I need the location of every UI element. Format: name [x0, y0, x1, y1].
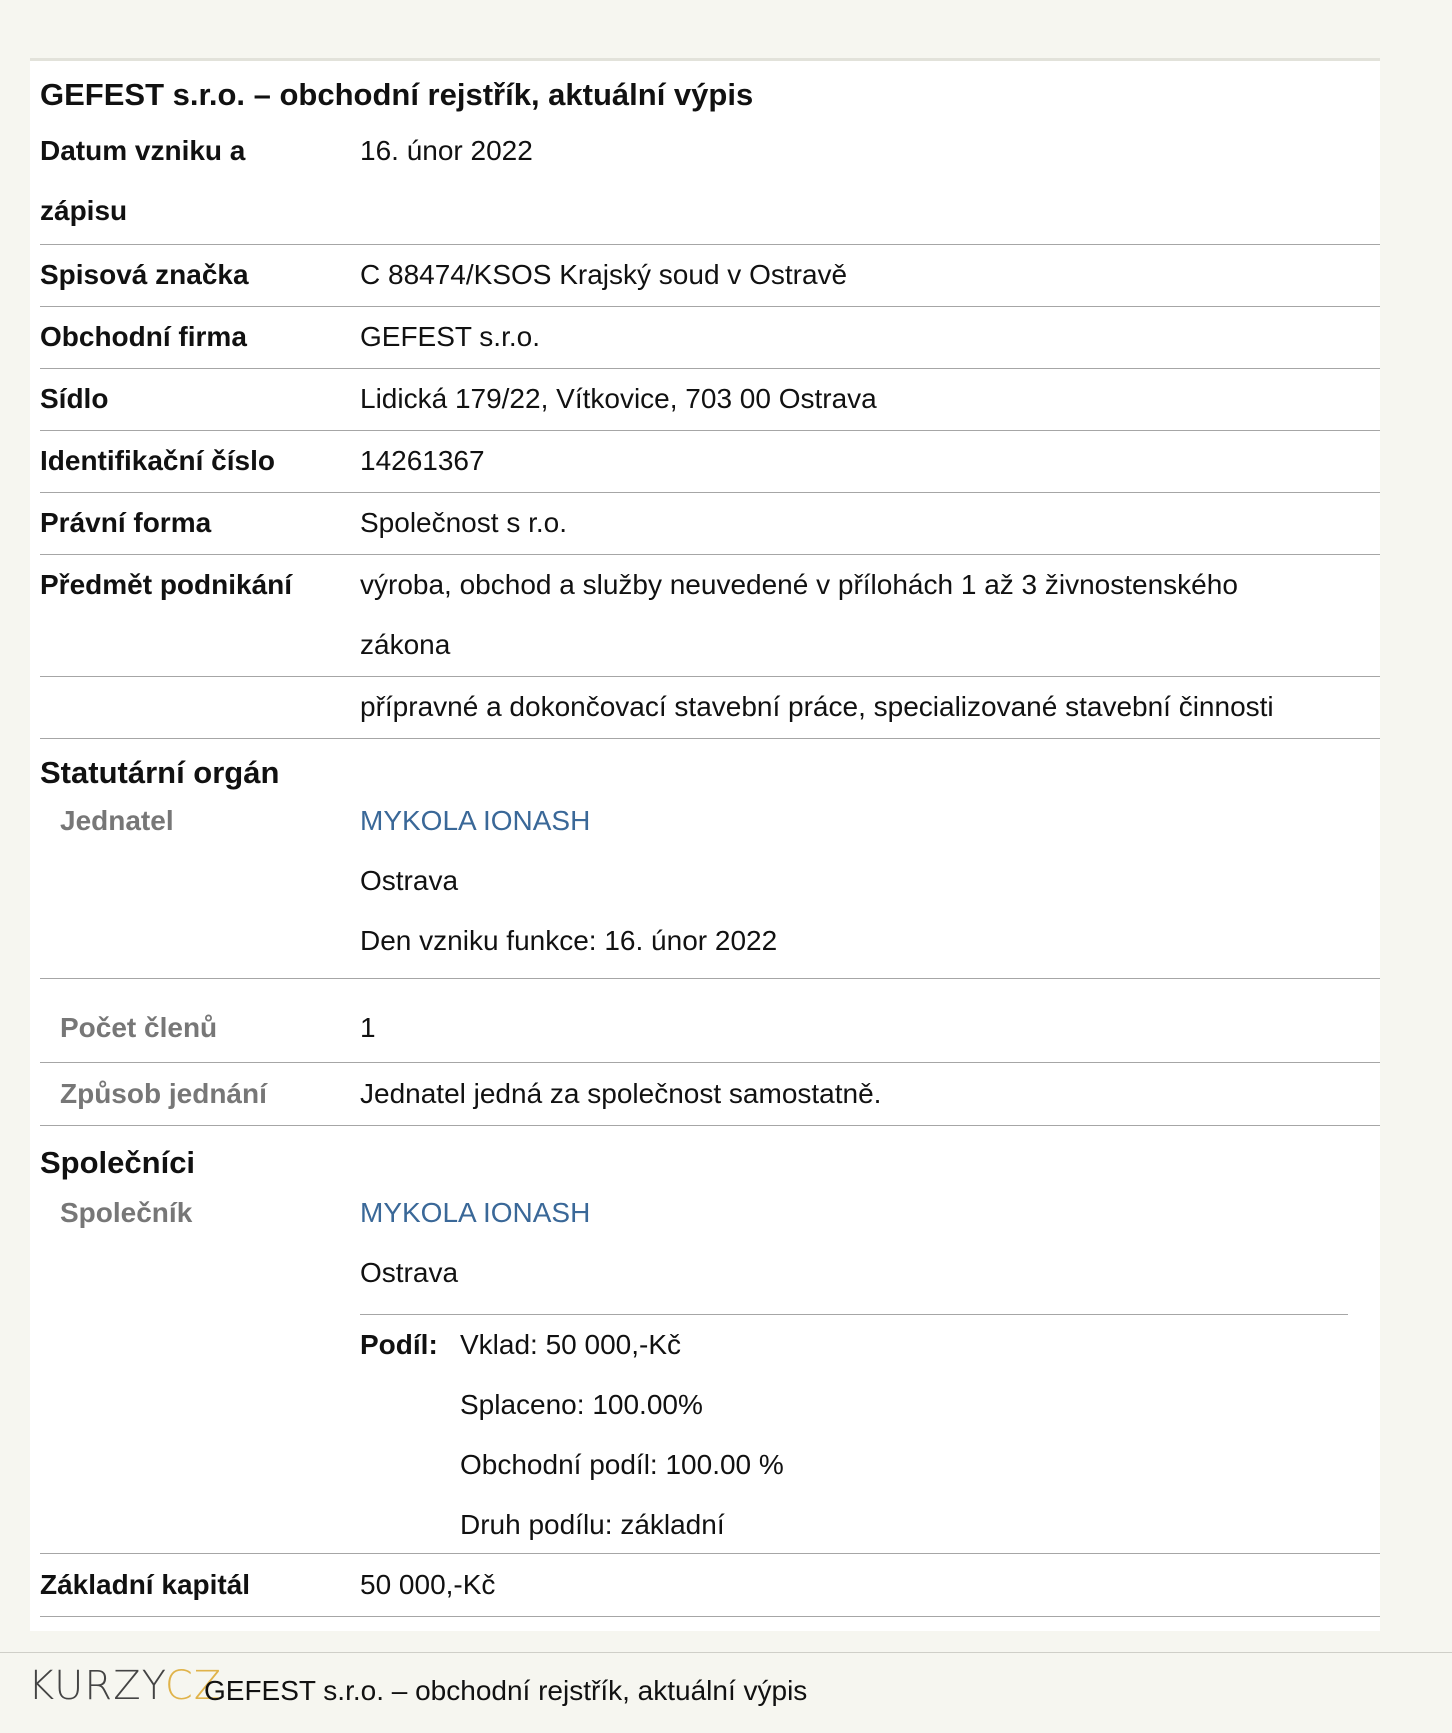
podil-label: Podíl:	[360, 1329, 438, 1360]
kurzy-logo[interactable]: KURZYCZ	[28, 1663, 223, 1709]
row-value: GEFEST s.r.o.	[360, 321, 540, 352]
register-extract-card	[30, 58, 1380, 1631]
row-zakladni-kapital	[40, 1555, 1380, 1617]
row-label: Základní kapitál	[40, 1569, 251, 1600]
row-label: Spisová značka	[40, 259, 249, 290]
row-label: Sídlo	[40, 383, 109, 414]
row-label: Předmět podnikání	[40, 569, 293, 600]
row-predmet-podnikani	[40, 555, 1380, 677]
row-value: Jednatel jedná za společnost samostatně.	[360, 1078, 882, 1109]
row-spisova-znacka	[40, 245, 1380, 307]
row-jednatel	[40, 791, 1380, 979]
row-label: Právní forma	[40, 507, 212, 538]
row-label: Obchodní firma	[40, 321, 247, 352]
person-link[interactable]: MYKOLA IONASH	[360, 1197, 591, 1228]
section-heading-spolecnici: Společníci	[40, 1145, 196, 1180]
row-value: C 88474/KSOS Krajský soud v Ostravě	[360, 259, 848, 290]
row-obchodni-firma	[40, 307, 1380, 369]
row-value: 50 000,-Kč	[360, 1569, 496, 1600]
row-identifikacni-cislo	[40, 431, 1380, 493]
row-value: 1	[360, 1012, 376, 1043]
footer	[0, 1652, 1452, 1733]
person-link[interactable]: MYKOLA IONASH	[360, 805, 591, 836]
section-heading-statutarni-organ: Statutární orgán	[40, 755, 280, 790]
row-value: Lidická 179/22, Vítkovice, 703 00 Ostrava	[360, 383, 877, 414]
row-sidlo	[40, 369, 1380, 431]
row-value: Společnost s r.o.	[360, 507, 568, 538]
row-pocet-clenu	[40, 992, 1380, 1063]
row-value: 14261367	[360, 445, 485, 476]
row-value: MYKOLA IONASH Ostrava	[360, 1183, 590, 1303]
row-predmet-podnikani-2	[40, 677, 1380, 739]
row-value: přípravné a dokončovací stavební práce, specializované stavební činnosti	[360, 691, 1274, 722]
row-value: MYKOLA IONASH Ostrava Den vzniku funkce: 16. únor 2022	[360, 791, 777, 971]
row-datum-vzniku	[40, 121, 1380, 245]
row-value: 16. únor 2022	[360, 135, 533, 166]
row-value: výroba, obchod a služby neuvedené v přílohách 1 až 3 živnostenského zákona	[360, 569, 1238, 660]
podil-details: Vklad: 50 000,-Kč Splaceno: 100.00% Obchodní podíl: 100.00 % Druh podílu: základní	[460, 1329, 784, 1540]
row-pravni-forma	[40, 493, 1380, 555]
row-label: Počet členů	[60, 1012, 218, 1043]
page-title: GEFEST s.r.o. – obchodní rejstřík, aktuální výpis	[40, 77, 754, 112]
row-label: Identifikační číslo	[40, 445, 275, 476]
row-label: Společník	[60, 1197, 193, 1228]
row-label: Jednatel	[60, 805, 174, 836]
footer-title: GEFEST s.r.o. – obchodní rejstřík, aktuální výpis	[204, 1675, 808, 1706]
row-label: Datum vzniku a zápisu	[40, 135, 246, 226]
row-zpusob-jednani	[40, 1064, 1380, 1126]
row-label: Způsob jednání	[60, 1078, 267, 1109]
